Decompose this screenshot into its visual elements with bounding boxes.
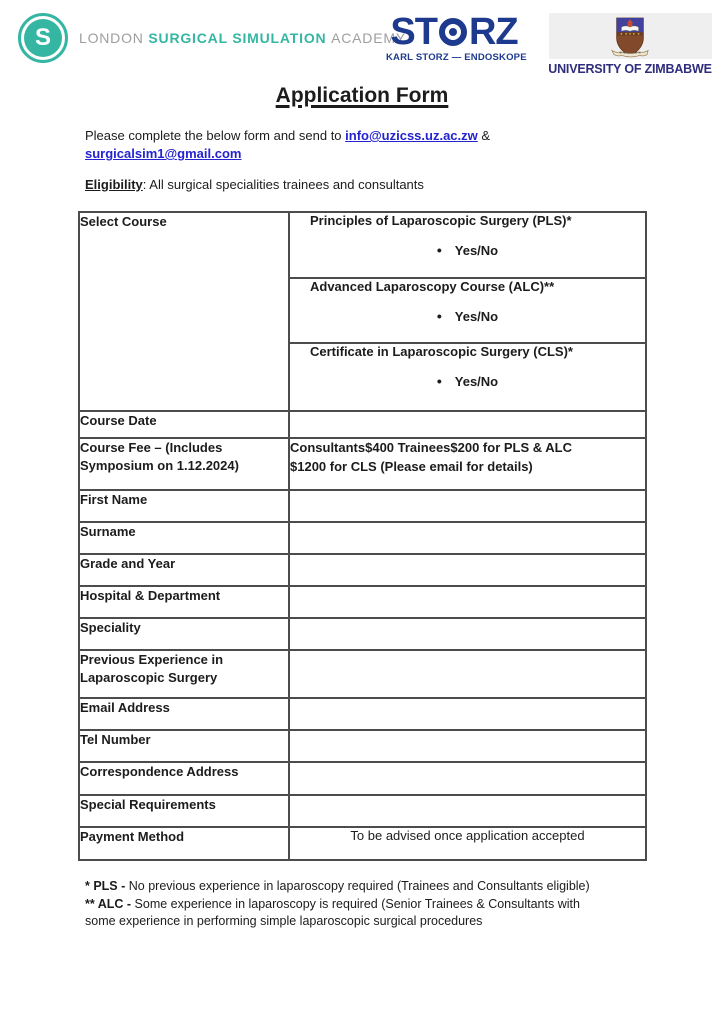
field-input-surname[interactable] (289, 522, 646, 554)
field-label-speciality: Speciality (79, 618, 289, 650)
course-yesno-pls[interactable] (290, 243, 645, 258)
yesno-text: Yes/No (454, 374, 499, 389)
lssa-word-academy: ACADEMY (331, 30, 406, 46)
lssa-word-surgical-simulation: SURGICAL SIMULATION (148, 30, 327, 46)
storz-letters-rz: RZ (468, 11, 518, 53)
email-link-gmail[interactable]: surgicalsim1@gmail.com (85, 146, 242, 161)
lssa-circle-icon (18, 13, 68, 63)
eligibility-text: : All surgical specialities trainees and consultants (142, 177, 424, 192)
uz-crest-background (549, 13, 712, 59)
application-form-table (78, 211, 647, 861)
uz-logo (547, 13, 713, 76)
course-name-alc: Advanced Laparoscopy Course (ALC)** (310, 279, 555, 294)
footnote-alc (85, 896, 657, 931)
table-row-email (79, 698, 646, 730)
table-row-special-requirements (79, 795, 646, 827)
field-label-previous-experience: Previous Experience in Laparoscopic Surgery (79, 650, 289, 698)
table-row-grade-year (79, 554, 646, 586)
course-yesno-cls[interactable] (290, 374, 645, 389)
course-name-pls: Principles of Laparoscopic Surgery (PLS)* (310, 213, 572, 228)
uz-label: UNIVERSITY OF ZIMBABWE (548, 62, 712, 76)
field-label-email: Email Address (79, 698, 289, 730)
footnote-pls-label: * PLS - (85, 879, 126, 893)
course-option-cls (289, 343, 646, 411)
table-row-first-name (79, 490, 646, 522)
course-fee-line1: Consultants$400 Trainees$200 for PLS & ALC (290, 440, 573, 455)
lssa-logo (18, 13, 406, 63)
field-input-tel[interactable] (289, 730, 646, 762)
table-row-select-course (79, 212, 646, 278)
field-input-previous-experience[interactable] (289, 650, 646, 698)
bullet-icon: • (436, 373, 442, 389)
field-input-email[interactable] (289, 698, 646, 730)
course-name-cls: Certificate in Laparoscopic Surgery (CLS)* (310, 344, 573, 359)
field-input-correspondence[interactable] (289, 762, 646, 795)
bullet-icon: • (436, 242, 442, 258)
field-input-grade-year[interactable] (289, 554, 646, 586)
table-row-surname (79, 522, 646, 554)
course-option-pls (289, 212, 646, 278)
lssa-wordmark (79, 30, 406, 46)
footnotes (85, 878, 657, 931)
field-input-course-date[interactable] (289, 411, 646, 438)
footnote-pls-text: No previous experience in laparoscopy required (Trainees and Consultants eligible) (125, 879, 590, 893)
footnote-alc-label: ** ALC - (85, 896, 132, 911)
field-value-payment-method: To be advised once application accepted (289, 827, 646, 860)
field-label-course-fee: Course Fee – (Includes Symposium on 1.12.2024) (79, 438, 289, 490)
eligibility-label: Eligibility (85, 177, 143, 192)
table-row-course-fee (79, 438, 646, 490)
storz-letters-st: ST (390, 11, 437, 53)
storz-subtitle: KARL STORZ — ENDOSKOPE (386, 52, 527, 63)
footnote-pls (85, 878, 657, 896)
uz-crest-icon (608, 17, 652, 59)
table-row-course-date (79, 411, 646, 438)
field-value-course-fee (289, 438, 646, 490)
field-label-select-course: Select Course (79, 212, 289, 411)
table-row-tel (79, 730, 646, 762)
field-input-speciality[interactable] (289, 618, 646, 650)
field-input-hospital[interactable] (289, 586, 646, 618)
field-input-first-name[interactable] (289, 490, 646, 522)
page-title: Application Form (275, 84, 449, 107)
intro-text: Please complete the below form and send to (85, 128, 346, 143)
field-label-correspondence: Correspondence Address (79, 762, 289, 795)
field-label-surname: Surname (79, 522, 289, 554)
field-label-course-date: Course Date (79, 411, 289, 438)
field-label-special-requirements: Special Requirements (79, 795, 289, 827)
footnote-alc-text-line1: Some experience in laparoscopy is required (Senior Trainees & Consultants with (131, 896, 580, 911)
course-yesno-alc[interactable] (290, 309, 645, 324)
field-input-special-requirements[interactable] (289, 795, 646, 827)
table-row-payment-method (79, 827, 646, 860)
storz-target-o-icon (439, 18, 467, 46)
field-label-first-name: First Name (79, 490, 289, 522)
eligibility-line (85, 177, 645, 192)
yesno-text: Yes/No (454, 243, 499, 258)
field-label-grade-year: Grade and Year (79, 554, 289, 586)
lssa-word-london: LONDON (79, 30, 144, 46)
lssa-s-glyph: S (24, 19, 62, 57)
bullet-icon: • (436, 308, 442, 324)
course-option-alc (289, 278, 646, 343)
course-fee-line2: $1200 for CLS (Please email for details) (290, 458, 533, 474)
field-label-hospital: Hospital & Department (79, 586, 289, 618)
intro-joiner: & (477, 128, 491, 143)
table-row-correspondence (79, 762, 646, 795)
yesno-text: Yes/No (454, 309, 499, 324)
table-row-hospital (79, 586, 646, 618)
footnote-alc-text-line2: some experience in performing simple laparoscopic surgical procedures (85, 914, 483, 928)
table-row-speciality (79, 618, 646, 650)
storz-wordmark (386, 11, 522, 53)
intro-paragraph (85, 127, 563, 163)
field-label-payment-method: Payment Method (79, 827, 289, 860)
storz-logo (386, 11, 527, 63)
email-link-uzicss[interactable]: info@uzicss.uz.ac.zw (345, 128, 478, 143)
field-label-tel: Tel Number (79, 730, 289, 762)
table-row-previous-experience (79, 650, 646, 698)
